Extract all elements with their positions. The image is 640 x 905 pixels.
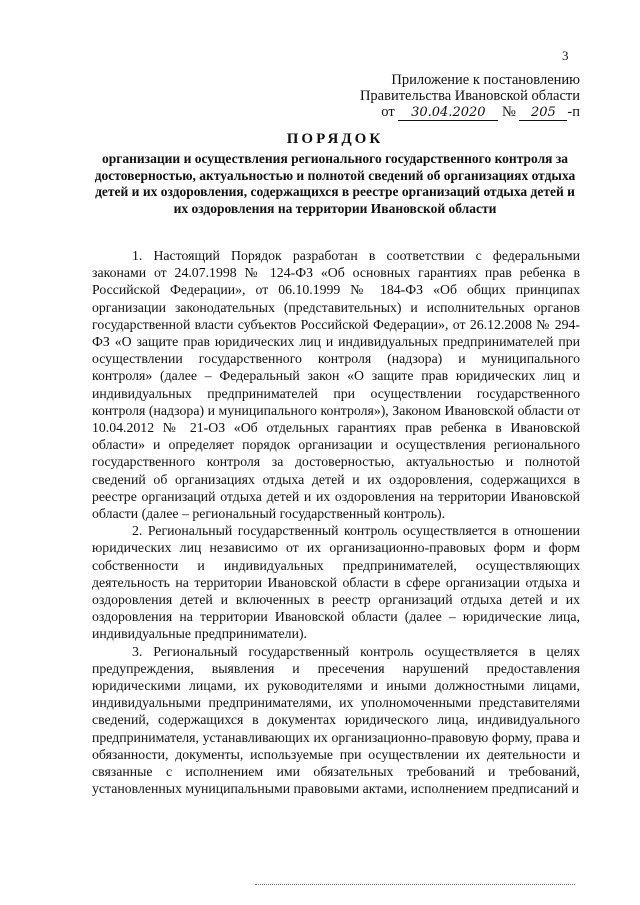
document-subtitle: организации и осуществления регионального государственного контроля за достоверностью, актуальностью и полнотой сведений об организациях отдыха детей и их оздоровления, содержащихся в реестре организаций отдыха детей и их оздоровления на территории Ивановской области bbox=[94, 151, 576, 216]
handwritten-number: 205 bbox=[519, 106, 567, 121]
appendix-line-1: Приложение к постановлению bbox=[391, 72, 580, 88]
scan-footer-mark bbox=[255, 884, 575, 886]
handwritten-date: 30.04.2020 bbox=[398, 106, 498, 121]
paragraph-1: 1. Настоящий Порядок разработан в соответствии с федеральными законами от 24.07.1998 № 124-ФЗ «Об основных гарантиях прав ребенка в Российской Федерации», от 06.10.1999 № 184-ФЗ «Об общих принципах организации законодательных (представительных) и исполнительных органов государственной власти субъектов Российской Федерации», от 26.12.2008 № 294-ФЗ «О защите прав юридических лиц и индивидуальных предпринимателей при осуществлении государственного контроля (надзора) и муниципального контроля» (далее – Федеральный закон «О защите прав юридических лиц и индивидуальных предпринимателей при осуществлении государственного контроля (надзора) и муниципального контроля»), Законом Ивановской области от 10.04.2012 № 21-ОЗ «Об отдельных гарантиях прав ребенка в Ивановской области» и определяет порядок организации и осуществления регионального государственного контроля за достоверностью, актуальностью и полнотой сведений об организациях отдыха детей и их оздоровления, содержащихся в реестре организаций отдыха детей и их оздоровления на территории Ивановской области (далее – региональный государственный контроль). bbox=[92, 248, 580, 522]
page-number: 3 bbox=[562, 48, 569, 63]
appendix-date-number-line bbox=[350, 104, 580, 121]
appendix-line-2: Правительства Ивановской области bbox=[359, 88, 580, 104]
document-body bbox=[92, 247, 580, 798]
paragraph-2: 2. Региональный государственный контроль осуществляется в отношении юридических лиц независимо от их организационно-правовых форм и форм собственности и индивидуальных предпринимателей, осуществляющих деятельность на территории Ивановской области в сфере организации отдыха и оздоровления детей и включенных в реестр организаций отдыха детей и их оздоровления на территории Ивановской области (далее – юридические лица, индивидуальные предприниматели). bbox=[92, 523, 580, 642]
document-title: ПОРЯДОК bbox=[286, 131, 384, 147]
number-label: № bbox=[501, 104, 516, 120]
from-label: от bbox=[381, 104, 395, 120]
appendix-header bbox=[350, 72, 580, 121]
paragraph-3: 3. Региональный государственный контроль осуществляется в целях предупреждения, выявления и пресечения нарушений предоставления юридическими лицами, их руководителями и иными должностными лицами, индивидуальными предпринимателями, их уполномоченными представителями сведений, содержащихся в документах юридического лица, индивидуального предпринимателя, устанавливающих их организационно-правовую форму, права и обязанности, документы, используемые при осуществлении их деятельности и связанные с исполнением ими обязательных требований и требований, установленных муниципальными правовыми актами, исполнением предписаний и bbox=[92, 643, 580, 797]
number-suffix: -п bbox=[567, 104, 580, 120]
